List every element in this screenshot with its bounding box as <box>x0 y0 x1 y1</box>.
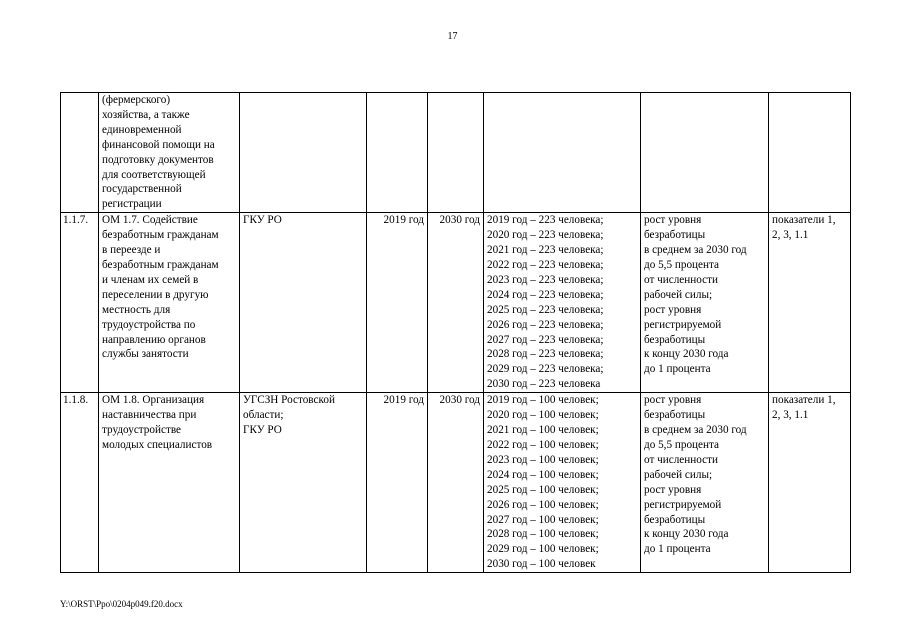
row-number: 1.1.7. <box>61 213 99 393</box>
related-indicators: показатели 1, 2, 3, 1.1 <box>769 393 851 573</box>
start-year: 2019 год <box>367 393 428 573</box>
measure-name: (фермерского) хозяйства, а также единовременной финансовой помощи на подготовку документов для соответствующей государственной регистрации <box>99 93 240 213</box>
non-implementation-effect: рост уровня безработицы в среднем за 2030 год до 5,5 процента от численности рабочей силы; рост уровня регистрируемой безработицы к концу 2030 года до 1 процента <box>641 213 769 393</box>
end-year <box>428 93 484 213</box>
executor: ГКУ РО <box>240 213 367 393</box>
start-year <box>367 93 428 213</box>
file-path-footer: Y:\ORST\Ppo\0204p049.f20.docx <box>60 599 183 609</box>
expected-result: 2019 год – 223 человека; 2020 год – 223 человека; 2021 год – 223 человека; 2022 год – 223 человека; 2023 год – 223 человека; 2024 год – 223 человека; 2025 год – 223 человека; 2026 год – 223 человека; 2027 год – 223 человека; 2028 год – 223 человека; 2029 год – 223 человека; 2030 год – 223 человека <box>484 213 641 393</box>
end-year: 2030 год <box>428 213 484 393</box>
measure-name: ОМ 1.8. Организация наставничества при трудоустройстве молодых специалистов <box>99 393 240 573</box>
table-row <box>61 93 851 213</box>
table-row <box>61 213 851 393</box>
row-number: 1.1.8. <box>61 393 99 573</box>
related-indicators: показатели 1, 2, 3, 1.1 <box>769 213 851 393</box>
non-implementation-effect: рост уровня безработицы в среднем за 2030 год до 5,5 процента от численности рабочей силы; рост уровня регистрируемой безработицы к концу 2030 года до 1 процента <box>641 393 769 573</box>
page-number: 17 <box>447 31 458 42</box>
measure-name: ОМ 1.7. Содействие безработным гражданам в переезде и безработным гражданам и членам их семей в переселении в другую местность для трудоустройства по направлению органов службы занятости <box>99 213 240 393</box>
table-row <box>61 393 851 573</box>
non-implementation-effect <box>641 93 769 213</box>
start-year: 2019 год <box>367 213 428 393</box>
expected-result: 2019 год – 100 человек; 2020 год – 100 человек; 2021 год – 100 человек; 2022 год – 100 человек; 2023 год – 100 человек; 2024 год – 100 человек; 2025 год – 100 человек; 2026 год – 100 человек; 2027 год – 100 человек; 2028 год – 100 человек; 2029 год – 100 человек; 2030 год – 100 человек <box>484 393 641 573</box>
executor <box>240 93 367 213</box>
measures-table <box>60 92 851 573</box>
row-number <box>61 93 99 213</box>
related-indicators <box>769 93 851 213</box>
executor: УГСЗН Ростовской области; ГКУ РО <box>240 393 367 573</box>
end-year: 2030 год <box>428 393 484 573</box>
expected-result <box>484 93 641 213</box>
